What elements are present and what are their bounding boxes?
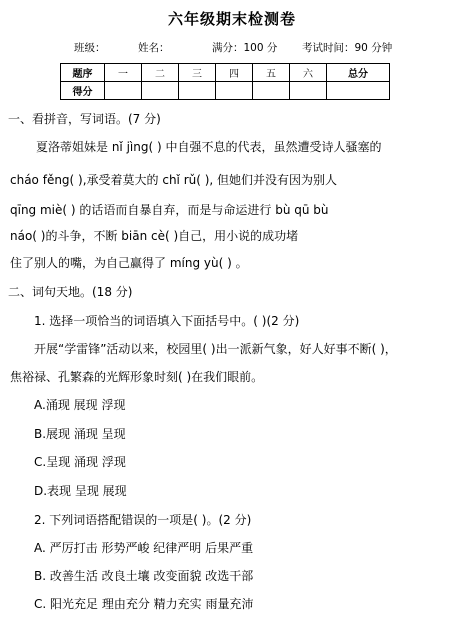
section-1-line: cháo fěng( ),承受着莫大的 chǐ rǔ( ), 但她们并没有因为别人 xyxy=(10,173,338,187)
page-title: 六年级期末检测卷 xyxy=(167,10,296,28)
option-a: A. 严厉打击 形势严峻 纪律严明 后果严重 xyxy=(34,541,254,555)
section-1-heading: 一、看拼音，写词语。(7 分) xyxy=(8,112,161,126)
question-1: 1. 选择一项恰当的词语填入下面括号中。( )(2 分) xyxy=(34,314,300,328)
option-b: B.展现 涌现 呈现 xyxy=(34,427,126,441)
question-2: 2. 下列词语搭配错误的一项是( )。(2 分) xyxy=(34,513,252,527)
score-table xyxy=(60,63,390,100)
score-input-cell[interactable] xyxy=(105,82,142,100)
name-label: 姓名： xyxy=(138,42,170,54)
table-cell: 一 xyxy=(105,64,142,82)
score-table-header-row xyxy=(61,64,390,82)
score-table-score-row xyxy=(61,82,390,100)
question-1-text: 开展“学雷锋”活动以来，校园里( )出一派新气象，好人好事不断( )， xyxy=(34,342,397,356)
table-cell: 二 xyxy=(142,64,179,82)
option-c: C.呈现 涌现 浮现 xyxy=(34,455,126,469)
table-cell: 六 xyxy=(290,64,327,82)
table-cell: 题序 xyxy=(61,64,105,82)
section-1-line: 住了别人的嘴，为自己赢得了 míng yù( ) 。 xyxy=(10,256,248,270)
section-2-heading: 二、词句天地。(18 分) xyxy=(8,285,133,299)
option-b: B. 改善生活 改良土壤 改变面貌 改选干部 xyxy=(34,569,254,583)
table-cell: 三 xyxy=(179,64,216,82)
score-input-cell[interactable] xyxy=(253,82,290,100)
section-1-line: qīng miè( ) 的话语而自暴自弃，而是与命运进行 bù qū bù xyxy=(10,203,329,217)
score-input-cell[interactable] xyxy=(142,82,179,100)
table-cell: 五 xyxy=(253,64,290,82)
question-1-text: 焦裕禄、孔繁森的光辉形象时刻( )在我们眼前。 xyxy=(10,370,264,384)
score-input-cell[interactable] xyxy=(290,82,327,100)
score-input-cell[interactable] xyxy=(327,82,390,100)
table-cell: 总分 xyxy=(327,64,390,82)
table-cell: 四 xyxy=(216,64,253,82)
class-label: 班级： xyxy=(74,42,106,54)
score-input-cell[interactable] xyxy=(179,82,216,100)
score-input-cell[interactable] xyxy=(216,82,253,100)
option-a: A.涌现 展现 浮现 xyxy=(34,398,126,412)
option-d: D.表现 呈现 展现 xyxy=(34,484,127,498)
full-score-label: 满分：100 分 xyxy=(212,42,278,54)
section-1-line: 夏洛蒂姐妹是 nǐ jìng( ) 中自强不息的代表，虽然遭受诗人骚塞的 xyxy=(36,140,382,154)
exam-time-label: 考试时间：90 分钟 xyxy=(302,42,393,54)
section-1-line: náo( )的斗争，不断 biān cè( )自己，用小说的成功堵 xyxy=(10,229,299,243)
table-cell: 得分 xyxy=(61,82,105,100)
option-c: C. 阳光充足 理由充分 精力充实 雨量充沛 xyxy=(34,597,254,611)
